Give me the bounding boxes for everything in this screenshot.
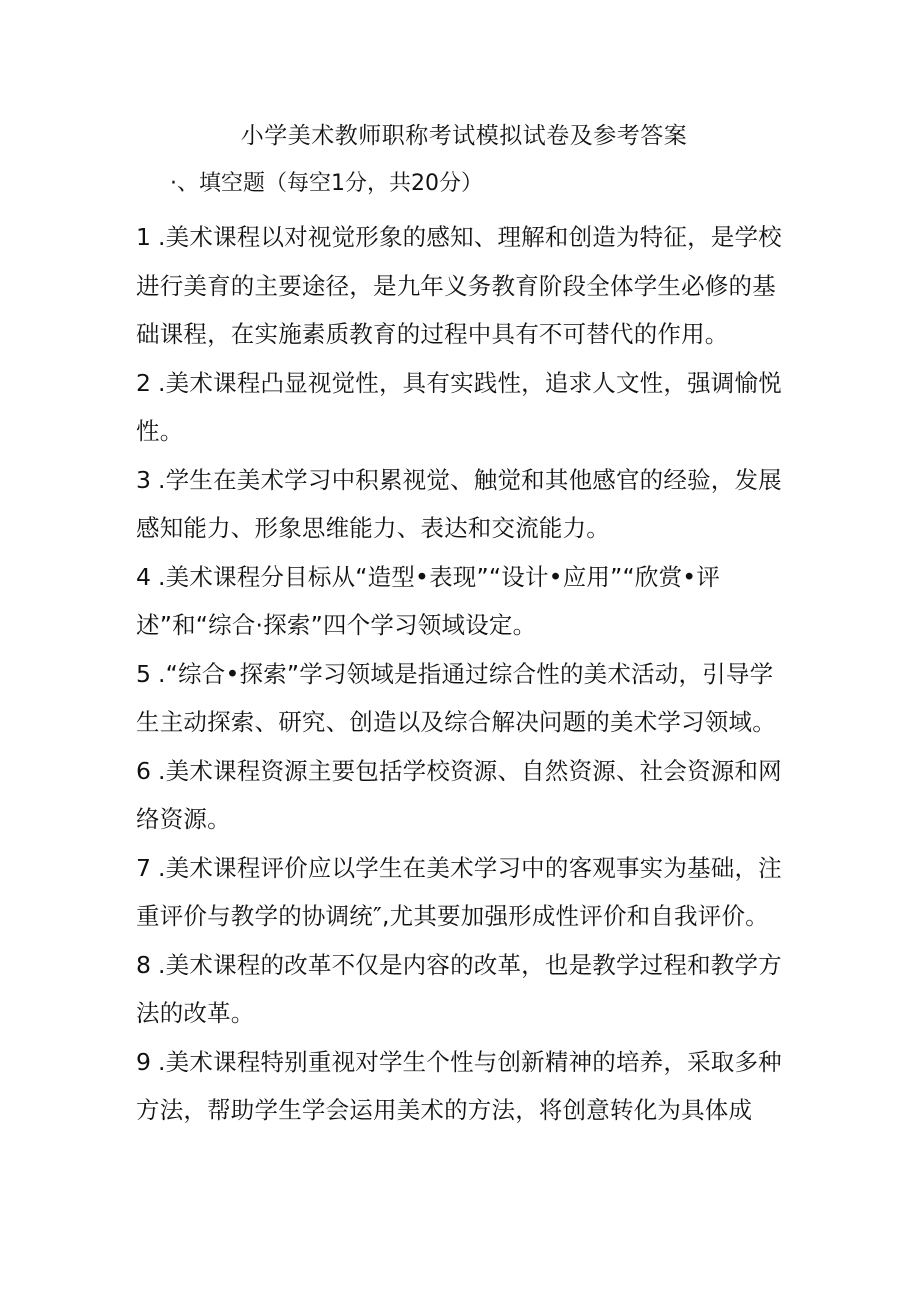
item-number: 6: [136, 756, 152, 785]
page-title: 小学美术教师职称考试模拟试卷及参考答案: [240, 123, 688, 149]
item-text: .美术课程评价应以学生在美术学习中的客观事实为基础，注重评价与教学的协调统″,尤其要加强形成性评价和自我评价。: [136, 853, 782, 930]
list-item: [136, 941, 796, 1038]
list-item: [136, 456, 796, 553]
section-heading: ·、填空题（每空1分，共20分）: [170, 171, 483, 196]
item-text: .美术课程的改革不仅是内容的改革，也是教学过程和教学方法的改革。: [136, 950, 782, 1027]
item-number: 8: [136, 950, 152, 979]
list-item: [136, 359, 796, 456]
list-item: [136, 747, 796, 844]
item-text: .学生在美术学习中积累视觉、触觉和其他感官的经验，发展感知能力、形象思维能力、表达和交流能力。: [136, 465, 782, 542]
item-number: 1: [136, 223, 152, 251]
item-number: 2: [136, 368, 152, 397]
item-number: 5: [136, 659, 152, 688]
question-list: [136, 213, 796, 1135]
list-item: [136, 553, 796, 650]
item-text: .美术课程以对视觉形象的感知、理解和创造为特征，是学校进行美育的主要途径，是九年义务教育阶段全体学生必修的基础课程，在实施素质教育的过程中具有不可替代的作用。: [136, 223, 782, 348]
item-text: .“综合•探索”学习领域是指通过综合性的美术活动，引导学生主动探索、研究、创造以及综合解决问题的美术学习领域。: [136, 659, 776, 736]
item-text: .美术课程凸显视觉性，具有实践性，追求人文性，强调愉悦性。: [136, 368, 782, 445]
list-item: [136, 1038, 796, 1135]
item-number: 9: [136, 1047, 152, 1076]
item-text: .美术课程资源主要包括学校资源、自然资源、社会资源和网络资源。: [136, 756, 782, 833]
item-number: 7: [136, 853, 152, 882]
item-number: 4: [136, 562, 152, 591]
item-number: 3: [136, 465, 152, 494]
list-item: [136, 213, 796, 359]
list-item: [136, 650, 796, 747]
item-text: .美术课程分目标从“造型•表现”“设计•应用”“欣赏•评述”和“综合·探索”四个学习领域设定。: [136, 562, 721, 639]
item-text: .美术课程特别重视对学生个性与创新精神的培养，采取多种方法，帮助学生学会运用美术的方法，将创意转化为具体成: [136, 1047, 782, 1124]
list-item: [136, 844, 796, 941]
